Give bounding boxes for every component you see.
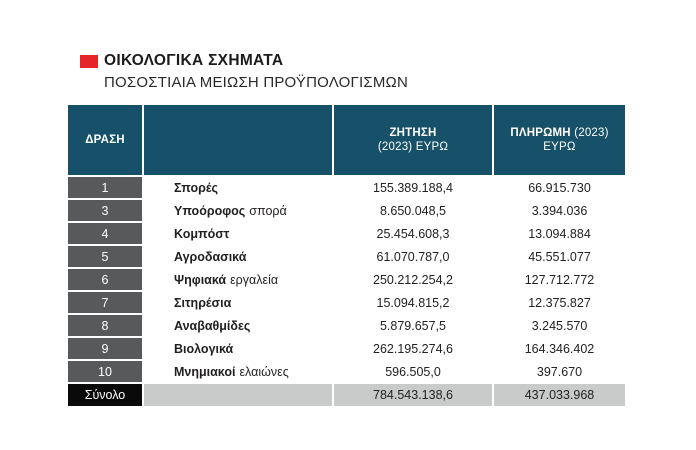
name-cell	[144, 315, 332, 336]
name-bold: Κομπόστ	[174, 226, 230, 241]
name-cell	[144, 246, 332, 267]
name-cell	[144, 269, 332, 290]
payment-cell: 3.245.570	[494, 315, 625, 336]
payment-header-line1	[510, 126, 608, 140]
chart-subtitle: ΠΟΣΟΣΤΙΑΙΑ ΜΕΙΩΣΗ ΠΡΟΫΠΟΛΟΓΙΣΜΩΝ	[104, 74, 408, 91]
demand-cell: 5.879.657,5	[334, 315, 492, 336]
demand-cell: 15.094.815,2	[334, 292, 492, 313]
demand-header-line1: ΖΗΤΗΣΗ	[389, 127, 437, 139]
demand-cell: 250.212.254,2	[334, 269, 492, 290]
payment-cell: 12.375.827	[494, 292, 625, 313]
payment-cell: 127.712.772	[494, 269, 625, 290]
title-bullet-marker	[80, 55, 98, 68]
action-cell: 7	[68, 292, 142, 313]
name-cell	[144, 223, 332, 244]
action-cell: 6	[68, 269, 142, 290]
name-cell	[144, 361, 332, 382]
action-cell: 9	[68, 338, 142, 359]
name-bold: Αγροδασικά	[174, 249, 247, 264]
payment-cell: 45.551.077	[494, 246, 625, 267]
action-cell: 3	[68, 200, 142, 221]
name-bold: Σιτηρέσια	[174, 295, 232, 310]
name-cell	[144, 292, 332, 313]
chart-title: ΟΙΚΟΛΟΓΙΚΑ ΣΧΗΜΑΤΑ	[104, 52, 284, 69]
column-header-payment	[494, 105, 625, 175]
demand-header-line2: (2023) ΕΥΡΩ	[377, 141, 449, 153]
action-cell: 10	[68, 361, 142, 382]
name-cell	[144, 200, 332, 221]
budget-table	[68, 105, 625, 406]
column-header-name	[144, 105, 332, 175]
name-bold: Βιολογικά	[174, 341, 234, 356]
name-rest: εργαλεία	[230, 272, 279, 287]
action-cell: 4	[68, 223, 142, 244]
total-label-cell: Σύνολο	[68, 384, 142, 406]
demand-cell: 596.505,0	[334, 361, 492, 382]
title-block	[80, 52, 408, 91]
payment-cell: 66.915.730	[494, 177, 625, 198]
name-cell	[144, 338, 332, 359]
action-cell: 1	[68, 177, 142, 198]
demand-cell: 25.454.608,3	[334, 223, 492, 244]
name-bold: Αναβαθμίδες	[174, 318, 251, 333]
demand-cell: 155.389.188,4	[334, 177, 492, 198]
payment-header-bold: ΠΛΗΡΩΜΗ	[510, 127, 571, 139]
action-cell: 5	[68, 246, 142, 267]
title-line	[80, 52, 408, 70]
name-bold: Μνημιακοί	[174, 364, 236, 379]
name-bold: Ψηφιακά	[174, 272, 227, 287]
name-rest: ελαιώνες	[239, 364, 289, 379]
column-header-action: ΔΡΑΣΗ	[68, 105, 142, 175]
column-header-demand	[334, 105, 492, 175]
name-cell	[144, 177, 332, 198]
name-bold: Σπορές	[174, 180, 219, 195]
demand-cell: 8.650.048,5	[334, 200, 492, 221]
total-payment-cell: 437.033.968	[494, 384, 625, 406]
name-rest: σπορά	[249, 203, 287, 218]
payment-cell: 397.670	[494, 361, 625, 382]
payment-cell: 3.394.036	[494, 200, 625, 221]
demand-cell: 262.195.274,6	[334, 338, 492, 359]
payment-header-year: (2023)	[574, 127, 609, 139]
payment-cell: 164.346.402	[494, 338, 625, 359]
payment-header-line2: ΕΥΡΩ	[543, 141, 576, 153]
total-demand-cell: 784.543.138,6	[334, 384, 492, 406]
action-cell: 8	[68, 315, 142, 336]
name-bold: Υποόροφος	[174, 203, 246, 218]
demand-cell: 61.070.787,0	[334, 246, 492, 267]
payment-cell: 13.094.884	[494, 223, 625, 244]
total-spacer-cell	[144, 384, 332, 406]
